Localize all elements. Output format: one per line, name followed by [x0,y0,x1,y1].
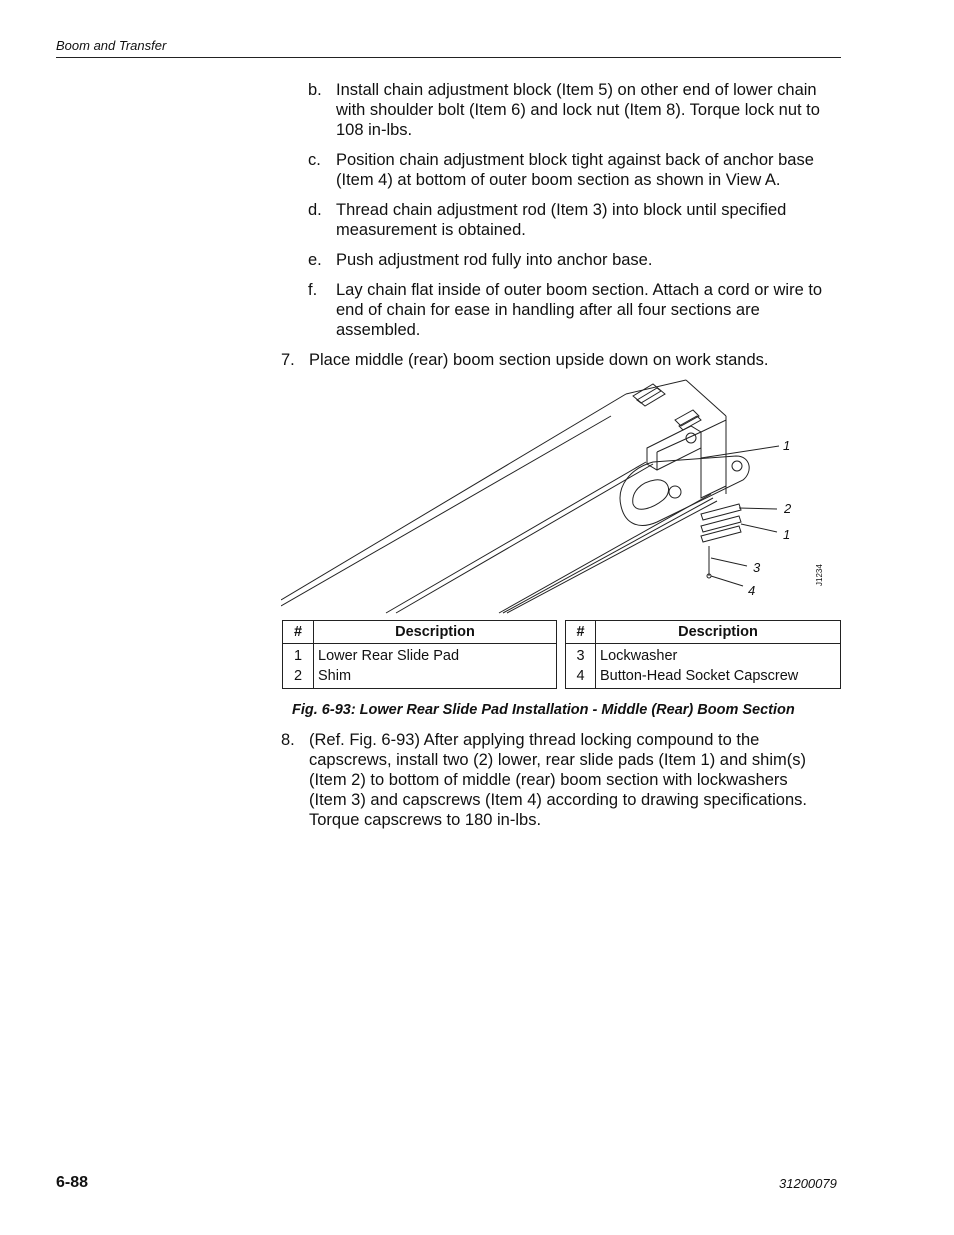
running-header: Boom and Transfer [56,38,167,53]
sub-step-label: e. [308,251,322,269]
step-text-line: Torque capscrews to 180 in-lbs. [309,811,542,829]
step-8 [281,730,841,832]
sub-step-label: d. [308,201,322,219]
step-text-line: Lay chain flat inside of outer boom section. Attach a cord or wire to [336,281,823,299]
parts-legend-right [565,620,841,689]
item-number: 3 [566,644,596,667]
step-text-line: Install chain adjustment block (Item 5) on other end of lower chain [336,81,817,99]
step-label: 8. [281,731,295,749]
item-description: Button-Head Socket Capscrew [596,666,841,689]
callout-label: 1 [783,527,791,542]
item-number: 1 [283,644,314,667]
column-header: # [283,621,314,644]
table-row [566,644,841,667]
step-text-line: Push adjustment rod fully into anchor base. [336,251,653,269]
boom-section-illustration [281,376,841,616]
callout-label: 2 [784,501,792,516]
step-text-line: with shoulder bolt (Item 6) and lock nut (Item 8). Torque lock nut to [336,101,820,119]
drawing-id: J1234 [815,564,824,586]
table-row [283,666,557,689]
step-text-line: Position chain adjustment block tight against back of anchor base [336,151,814,169]
callout-label: 1 [783,438,791,453]
step-text-line: capscrews, install two (2) lower, rear slide pads (Item 1) and shim(s) [309,751,806,769]
header-rule [56,57,841,58]
callout-label: 3 [753,560,761,575]
sub-step-b [308,80,848,142]
step-text-line: measurement is obtained. [336,221,526,239]
column-header: Description [314,621,557,644]
column-header: # [566,621,596,644]
item-description: Lower Rear Slide Pad [314,644,557,667]
step-7 [281,350,841,372]
page-number: 6-88 [56,1174,89,1191]
sub-step-f [308,280,848,342]
sub-step-c [308,150,848,192]
sub-step-label: b. [308,81,322,99]
item-number: 2 [283,666,314,689]
callout-label: 4 [748,583,756,598]
sub-step-d [308,200,848,242]
figure-caption: Fig. 6-93: Lower Rear Slide Pad Installation - Middle (Rear) Boom Section [292,702,795,718]
boom-outline [281,380,749,613]
sub-step-label: f. [308,281,318,299]
step-text-line: (Item 2) to bottom of middle (rear) boom section with lockwashers [309,771,788,789]
step-text-line: 108 in-lbs. [336,121,413,139]
parts-legend-left [282,620,557,689]
table-row [566,666,841,689]
step-text-line: (Item 3) and capscrews (Item 4) according to drawing specifications. [309,791,807,809]
item-number: 4 [566,666,596,689]
step-label: 7. [281,351,295,369]
step-text-line: (Item 4) at bottom of outer boom section as shown in View A. [336,171,781,189]
leader-lines [701,446,779,586]
item-description: Shim [314,666,557,689]
document-number: 31200079 [779,1176,837,1191]
sub-step-e [308,250,848,272]
column-header: Description [596,621,841,644]
figure-drawing [281,376,841,616]
step-text-line: end of chain for ease in handling after all four sections are [336,301,760,319]
item-description: Lockwasher [596,644,841,667]
step-text-line: assembled. [336,321,421,339]
sub-step-label: c. [308,151,321,169]
step-text-line: (Ref. Fig. 6-93) After applying thread locking compound to the [309,731,760,749]
table-row [283,644,557,667]
step-text-line: Place middle (rear) boom section upside down on work stands. [309,351,769,369]
step-text-line: Thread chain adjustment rod (Item 3) into block until specified [336,201,787,219]
